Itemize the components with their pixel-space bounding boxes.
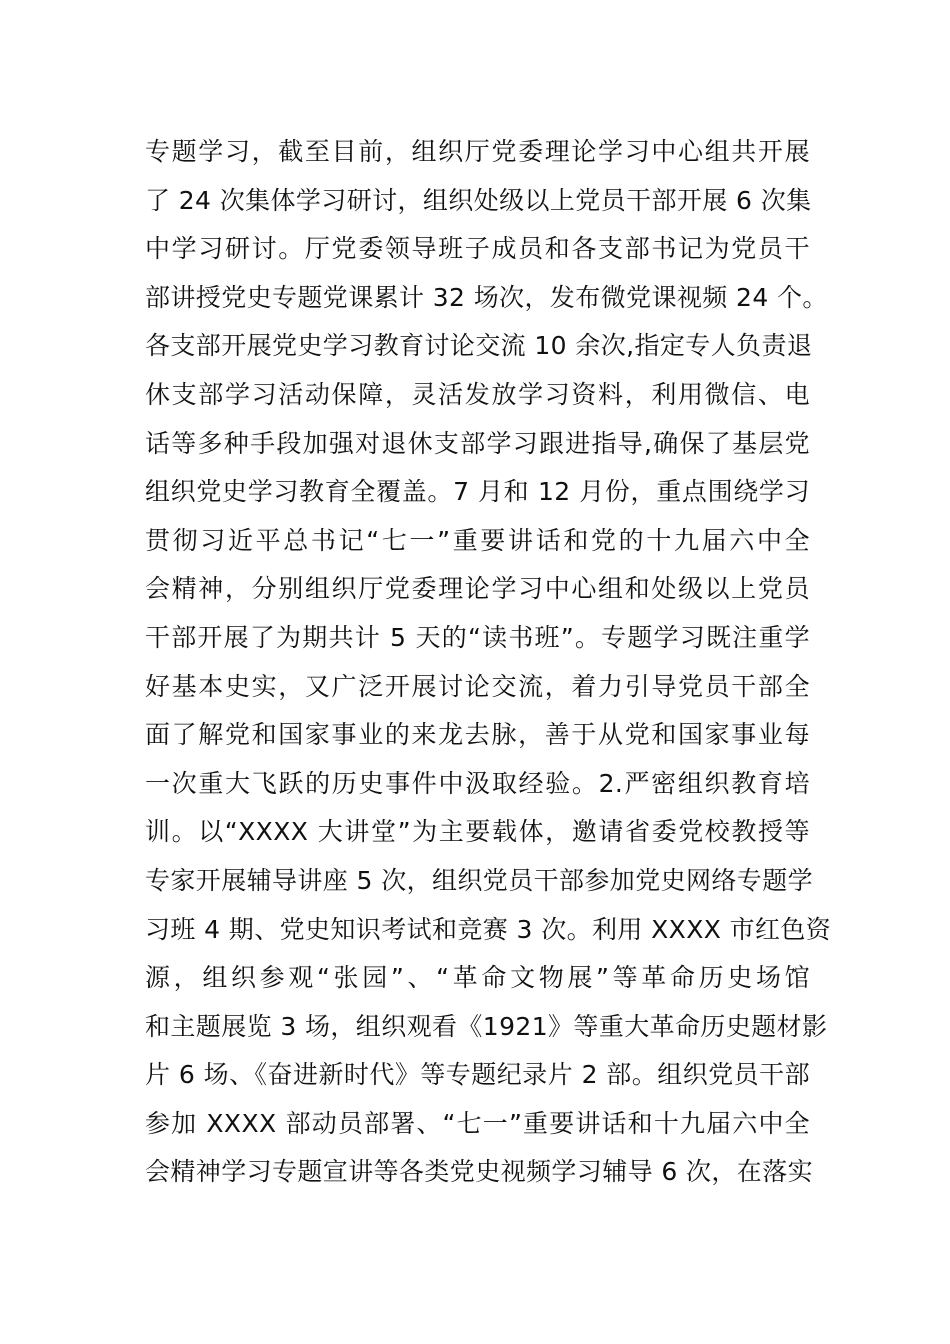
text-line: 话等多种手段加强对退休支部学习跟进指导,确保了基层党: [145, 428, 810, 458]
text-line: 片 6 场、《奋进新时代》等专题纪录片 2 部。组织党员干部: [145, 1060, 810, 1090]
body-paragraph: [145, 128, 832, 1197]
text-line: 干部开展了为期共计 5 天的“读书班”。专题学习既注重学: [145, 622, 810, 652]
text-line: 专题学习，截至目前，组织厅党委理论学习中心组共开展: [145, 137, 810, 166]
text-line: 参加 XXXX 部动员部署、“七一”重要讲话和十九届六中全: [145, 1108, 810, 1138]
text-line: 了 24 次集体学习研讨，组织处级以上党员干部开展 6 次集: [145, 185, 812, 215]
text-line: 好基本史实，又广泛开展讨论交流，着力引导党员干部全: [145, 671, 810, 701]
text-line: 会精神学习专题宣讲等各类党史视频学习辅导 6 次，在落实: [145, 1157, 814, 1187]
text-line: 各支部开展党史学习教育讨论交流 10 余次,指定专人负责退: [145, 331, 813, 361]
text-line: 和主题展览 3 场，组织观看《1921》等重大革命历史题材影: [145, 1011, 828, 1041]
text-line: 中学习研讨。厅党委领导班子成员和各支部书记为党员干: [145, 234, 810, 264]
text-line: 休支部学习活动保障，灵活发放学习资料，利用微信、电: [145, 379, 810, 409]
text-line: 习班 4 期、党史知识考试和竞赛 3 次。利用 XXXX 市红色资: [145, 914, 832, 944]
text-line: 组织党史学习教育全覆盖。7 月和 12 月份，重点围绕学习: [145, 477, 810, 507]
text-line: 会精神，分别组织厅党委理论学习中心组和处级以上党员: [145, 574, 810, 604]
text-line: 面了解党和国家事业的来龙去脉，善于从党和国家事业每: [145, 720, 810, 750]
text-line: 一次重大飞跃的历史事件中汲取经验。2.严密组织教育培: [145, 768, 810, 798]
text-line: 专家开展辅导讲座 5 次，组织党员干部参加党史网络专题学: [145, 865, 814, 895]
text-line: 训。以“XXXX 大讲堂”为主要载体，邀请省委党校教授等: [145, 817, 810, 847]
text-line: 贯彻习近平总书记“七一”重要讲话和党的十九届六中全: [145, 525, 810, 555]
text-line: 部讲授党史专题党课累计 32 场次，发布微党课视频 24 个。: [145, 282, 828, 312]
text-line: 源，组织参观“张园”、“革命文物展”等革命历史场馆: [145, 963, 810, 993]
